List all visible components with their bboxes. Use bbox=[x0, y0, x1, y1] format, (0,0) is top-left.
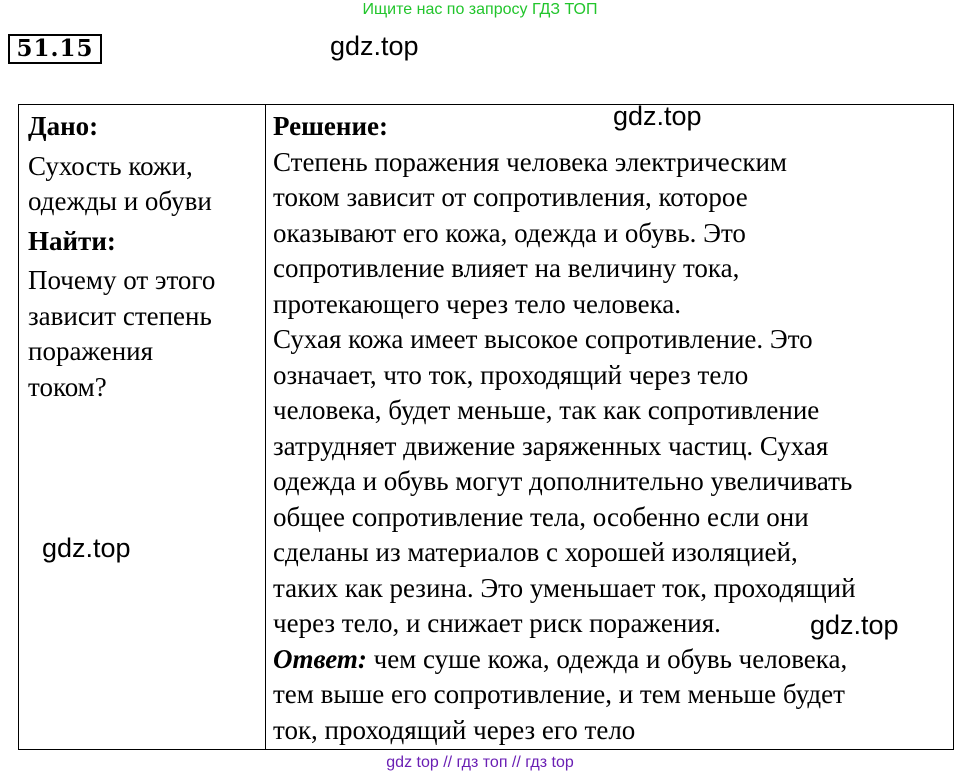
given-heading: Дано: bbox=[28, 111, 99, 141]
solution-line: человека, будет меньше, так как сопротивление bbox=[273, 395, 820, 425]
find-line: током? bbox=[28, 371, 107, 402]
solution-line: затрудняет движение заряженных частиц. Сухая bbox=[273, 430, 829, 461]
solution-line: означает, что ток, проходящий через тело bbox=[273, 359, 749, 390]
solution-line: Степень поражения человека электрическим bbox=[273, 146, 787, 177]
solution-line: током зависит от сопротивления, которое bbox=[273, 182, 748, 212]
solution-line: через тело, и снижает риск поражения. bbox=[273, 608, 721, 638]
answer-line bbox=[273, 642, 953, 678]
solution-text bbox=[273, 145, 953, 749]
given-line: Сухость кожи, bbox=[28, 150, 193, 181]
solution-line: Сухая кожа имеет высокое сопротивление. Это bbox=[273, 324, 813, 354]
solution-line: сделаны из материалов с хорошей изоляцией, bbox=[273, 537, 798, 567]
answer-line: тем выше его сопротивление, и тем меньше будет bbox=[273, 679, 845, 709]
answer-line: ток, проходящий через его тело bbox=[273, 714, 636, 745]
solution-line: общее сопротивление тела, особенно если они bbox=[273, 501, 809, 532]
find-text bbox=[28, 263, 258, 405]
solution-line: оказывают его кожа, одежда и обувь. Это bbox=[273, 217, 746, 248]
solution-line: протекающего через тело человека. bbox=[273, 288, 682, 319]
solution-heading: Решение: bbox=[273, 111, 388, 141]
given-text bbox=[28, 149, 258, 220]
problem-number: 51.15 bbox=[8, 34, 102, 64]
watermark: gdz.top bbox=[810, 610, 899, 640]
solution-line: одежда и обувь могут дополнительно увеличивать bbox=[273, 466, 853, 496]
find-heading: Найти: bbox=[28, 225, 116, 256]
answer-text: чем суше кожа, одежда и обувь человека, bbox=[366, 643, 848, 674]
watermark: gdz.top bbox=[330, 31, 419, 61]
top-banner: Ищите нас по запросу ГДЗ ТОП bbox=[362, 1, 598, 18]
column-divider bbox=[265, 105, 266, 749]
watermark: gdz.top bbox=[42, 533, 131, 563]
solution-column bbox=[273, 109, 953, 748]
find-line: поражения bbox=[28, 336, 154, 366]
solution-line: таких как резина. Это уменьшает ток, проходящий bbox=[273, 572, 856, 603]
watermark: gdz.top bbox=[613, 101, 702, 131]
given-find-column bbox=[28, 109, 258, 405]
solution-line: сопротивление влияет на величину тока, bbox=[273, 253, 740, 283]
find-line: зависит степень bbox=[28, 300, 212, 331]
find-line: Почему от этого bbox=[28, 265, 216, 295]
given-line: одежды и обуви bbox=[28, 186, 212, 216]
answer-label: Ответ: bbox=[273, 643, 367, 674]
footer-links: gdz top // гдз топ // гдз top bbox=[386, 754, 574, 771]
task-table bbox=[18, 104, 954, 750]
